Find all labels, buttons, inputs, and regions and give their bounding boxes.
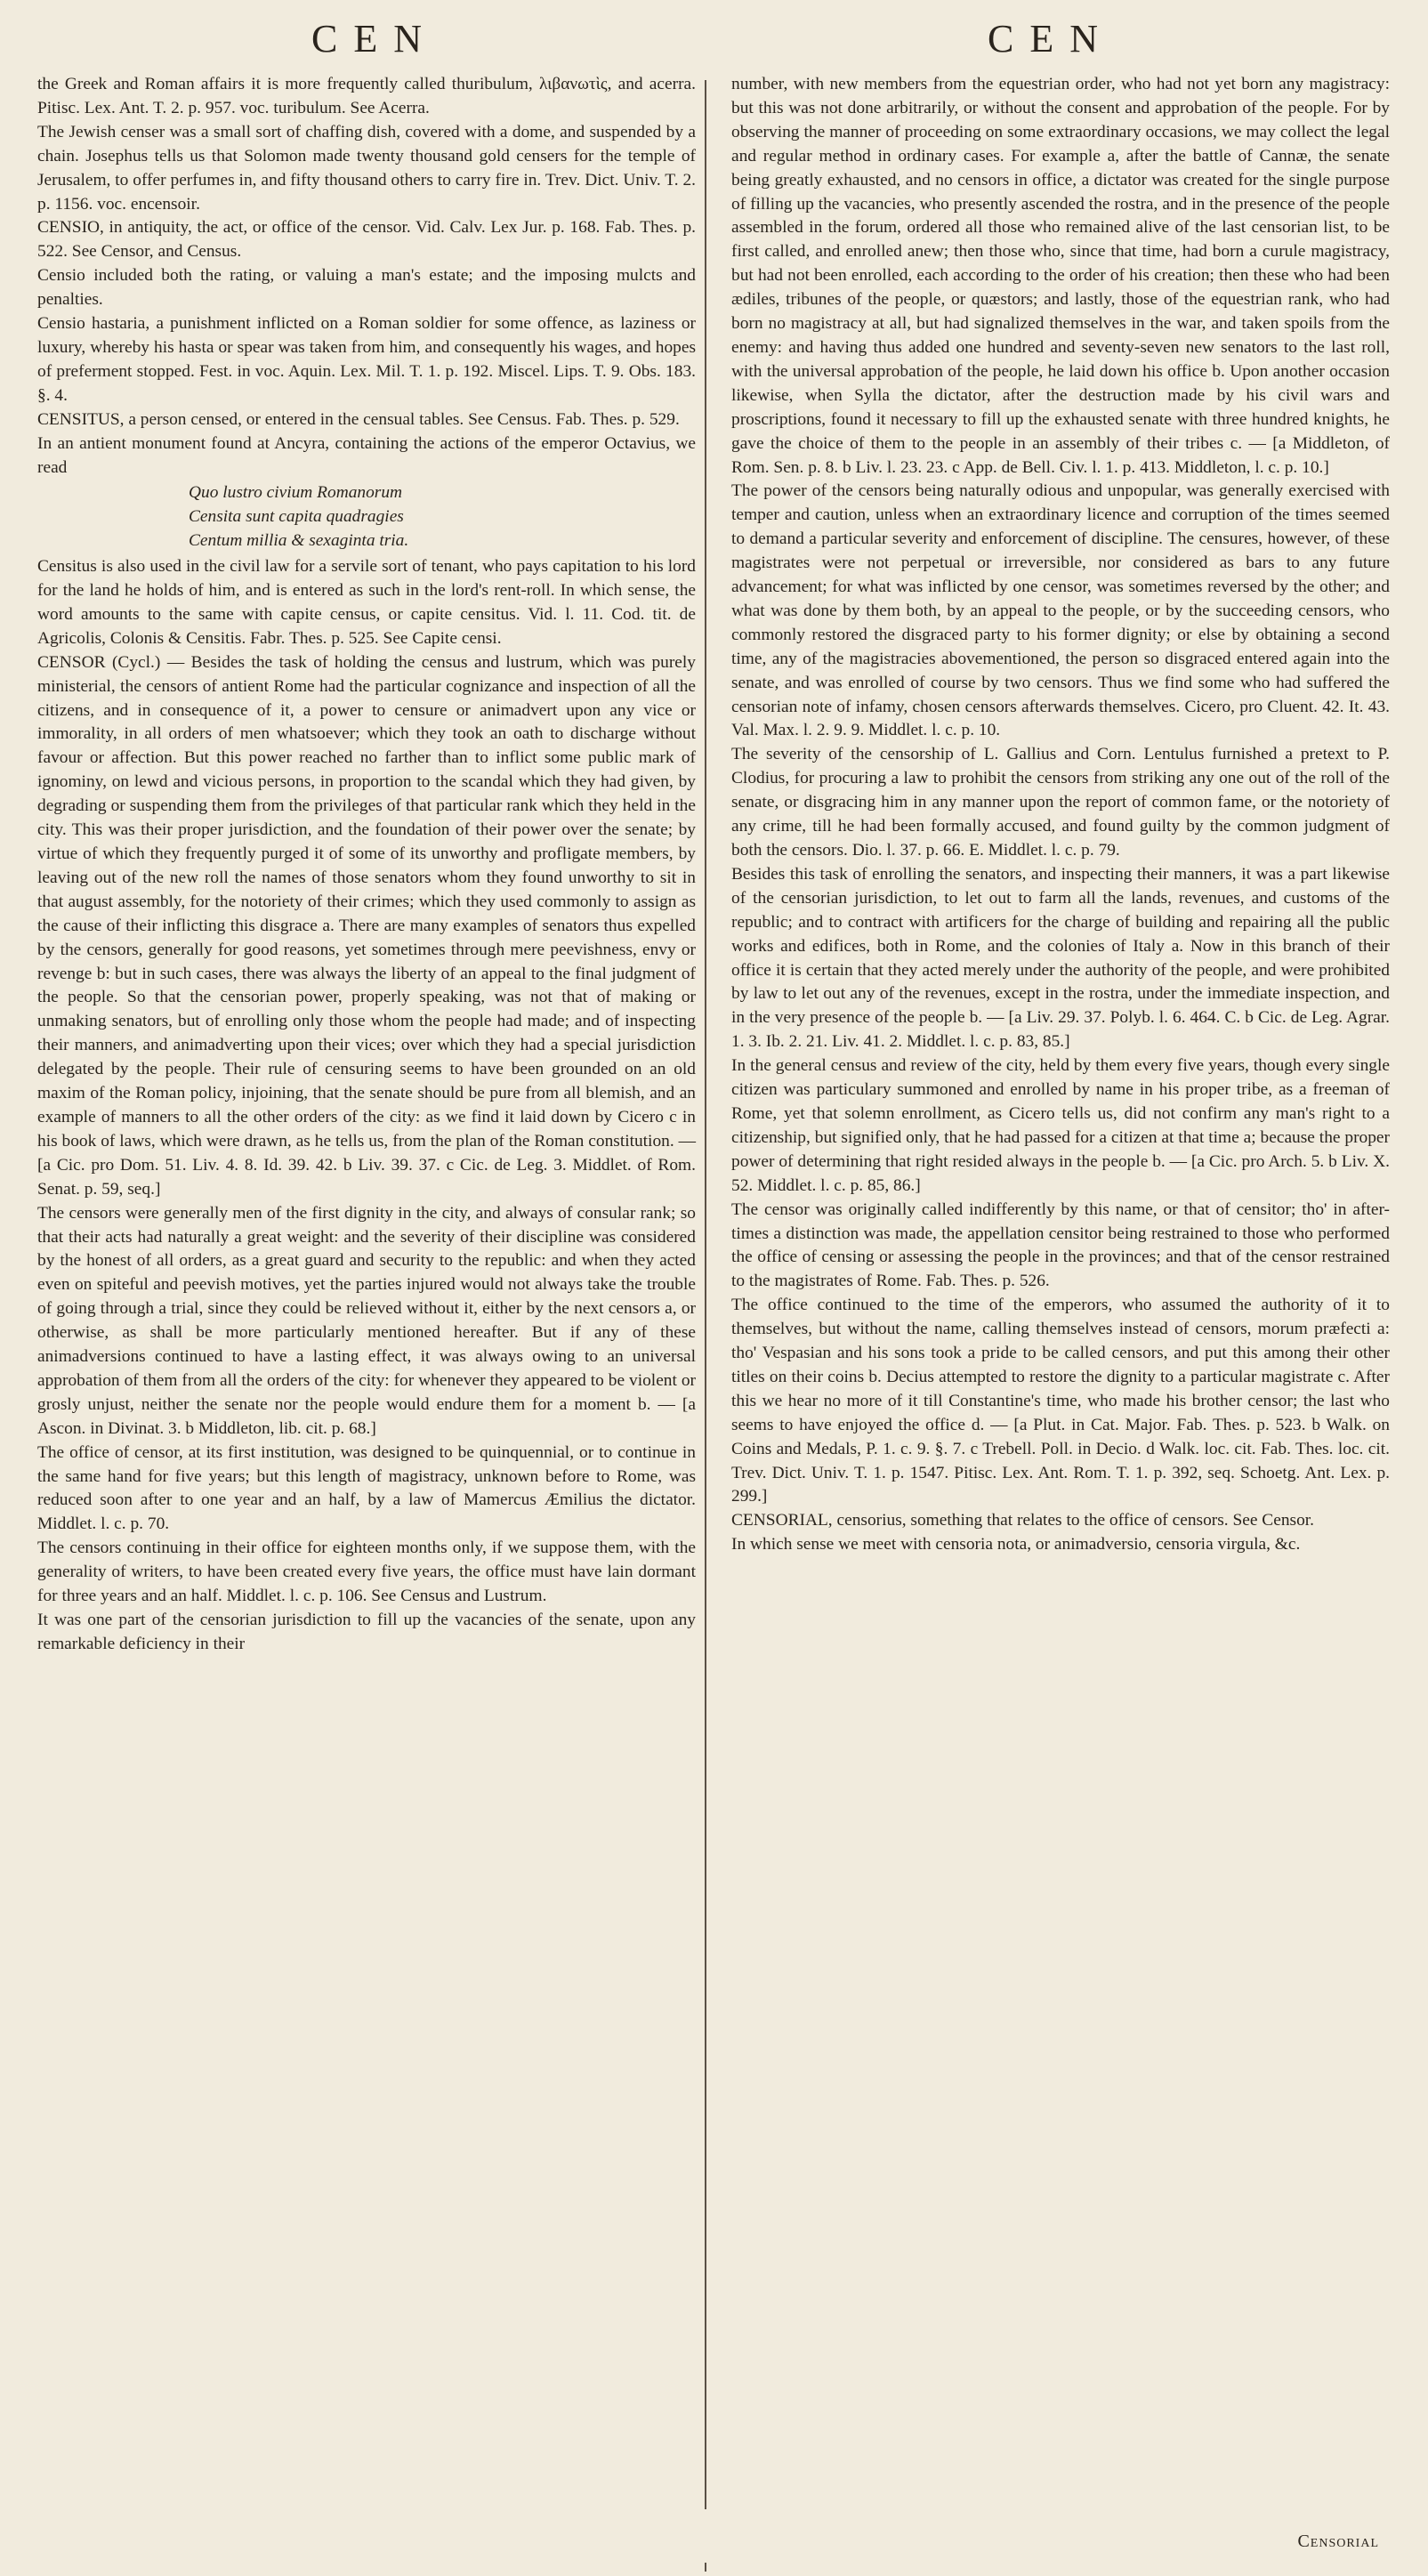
paragraph: In which sense we meet with censoria nota, or animadversio, censoria virgula, &c. [731,1535,1301,1554]
paragraph: The office of censor, at its first institution, was designed to be quinquennial, or to continue in the same hand for five years; but this length of magistracy, unknown before to Rome, was reduced soon after to one year and an half, by a law of Mamercus Æmilius the dictator. Middlet. l. c. p. 70. [37,1442,696,1534]
entry-censorial: CENSORIAL, censorius, something that relates to the office of censors. See Censor. [731,1511,1315,1530]
running-head-right: CEN [988,17,1114,61]
column-divider-rule [705,80,706,2509]
paragraph: The censors were generally men of the first dignity in the city, and always of consular rank; so that their acts had naturally a great weight: and the severity of their discipline was considered by the honest of all orders, as a great guard and security to the republic: and when they acted even on spiteful and peevish motives, yet the parties injured would not always take the trouble of going through a trial, since they could be relieved without it, either by the next censors a, or otherwise, as shall be more particularly mentioned hereafter. But if any of these animadversions continued to have a lasting effect, it was always owing to an universal approbation of them from all the orders of the city: for whenever they appeared to be violent or grosly unjust, neither the senate nor the people would endure them for a moment b. — [a Ascon. in Divinat. 3. b Middleton, lib. cit. p. 68.] [37,1203,696,1438]
paragraph: The severity of the censorship of L. Gallius and Corn. Lentulus furnished a pretext to P. Clodius, for procuring a law to prohibit the censors from striking any one out of the roll of the senate, or disgracing him in any manner upon the report of common fame, or the notoriety of any crime, till he had been formally accused, and found guilty by the common judgment of both the censors. Dio. l. 37. p. 66. E. Middlet. l. c. p. 79. [731,745,1390,860]
paragraph: Censitus is also used in the civil law for a servile sort of tenant, who pays capitation to his lord for the land he holds of him, and is entered as such in the lord's rent-roll. In which sense, the word amounts to the same with capite census, or capite censitus. Vid. l. 11. Cod. tit. de Agricolis, Colonis & Censitis. Fabr. Thes. p. 525. See Capite censi. [37,557,696,648]
verse-line: Centum millia & sexaginta tria. [189,531,409,551]
entry-censor: CENSOR (Cycl.) — Besides the task of holding the census and lustrum, which was purely ministerial, the censors of antient Rome had the particular cognizance and inspection of all the citizens, and in consequence of it, a power to censure or animadvert upon any vice or immorality, in all orders of men whatsoever; which they took an oath to discharge without favour or affection. But this power reached no farther than to inflict some public mark of ignominy, on lewd and vicious persons, in proportion to the scandal which they had given, by degrading or suspending them from the privileges of that particular rank which they held in the city. This was their proper jurisdiction, and the foundation of their power over the senate; by virtue of which they frequently purged it of some of its unworthy and profligate members, by leaving out of the new roll the names of those senators whom they found unworthy to sit in that august assembly, for the notoriety of their crimes; which they used commonly to assign as the cause of their inflicting this disgrace a. There are many examples of senators thus expelled by the censors, generally for good reasons, yet sometimes through mere peevishness, envy or revenge b: but in such cases, there was always the liberty of an appeal to the final judgment of the people. So that the censorian power, properly speaking, was not that of making or unmaking senators, but of enrolling only those whom the people had made; and of inspecting their manners, and animadverting upon their vices; over which they had a special jurisdiction delegated by the people. Their rule of censuring seems to have been grounded on an old maxim of the Roman policy, injoining, that the senate should be pure from all blemish, and an example of manners to all the other orders of the city: as we find it laid down by Cicero c in his book of laws, which were drawn, as he tells us, from the plan of the Roman constitution. — [a Cic. pro Dom. 51. Liv. 4. 8. Id. 39. 42. b Liv. 39. 37. c Cic. de Leg. 3. Middlet. of Rom. Senat. p. 59, seq.] [37,652,696,1199]
running-head-left: CEN [311,17,438,61]
entry-censitus: CENSITUS, a person censed, or entered in the censual tables. See Census. Fab. Thes. p. 529. [37,409,680,429]
entry-censio: CENSIO, in antiquity, the act, or office of the censor. Vid. Calv. Lex Jur. p. 168. Fab. Thes. p. 522. See Censor, and Census. [37,218,696,262]
paragraph: The power of the censors being naturally odious and unpopular, was generally exercised with temper and caution, unless when an extraordinary licence and corruption of the times seemed to demand a particular severity and enforcement of discipline. The censures, however, of these magistrates were not perpetual or irreversible, nor considered as bars to any future advancement; for what was inflicted by one censor, was sometimes reversed by the other; and what was done by them both, by an appeal to the people, or by the succeeding censors, who commonly restored the disgraced party to his former dignity; or else by obtaining a second time, any of the magistracies abovementioned, the person so disgraced entered again into the senate, and was enrolled of course by two censors. Thus we find some who had suffered the censorian note of infamy, chosen censors afterwards themselves. Cicero, pro Cluent. 42. It. 43. Val. Max. l. 2. 9. 9. Middlet. l. c. p. 10. [731,481,1390,740]
paragraph: the Greek and Roman affairs it is more frequently called thuribulum, λιβανωτὶς, and acerra. Pitisc. Lex. Ant. T. 2. p. 957. voc. turibulum. See Acerra. [37,75,696,117]
right-column [731,73,1390,1557]
paragraph: The censor was originally called indifferently by this name, or that of censitor; tho' in after-times a distinction was made, the appellation censitor being restrained to those who performed the office of censing or assessing the people in the provinces; and that of the censor restrained to the magistrates of Rome. Fab. Thes. p. 526. [731,1199,1390,1291]
paragraph: Censio included both the rating, or valuing a man's estate; and the imposing mulcts and penalties. [37,266,696,310]
left-column [37,73,696,1657]
paragraph: It was one part of the censorian jurisdiction to fill up the vacancies of the senate, upon any remarkable deficiency in their [37,1611,696,1653]
paragraph: number, with new members from the equestrian order, who had not yet born any magistracy: but this was not done arbitrarily, or without the consent and approbation of the people. For by observing the manner of proceeding on some extraordinary occasions, we may collect the legal and regular method in ordinary cases. For example a, after the battle of Cannæ, the senate being greatly exhausted, and no censors in office, a dictator was created for the single purpose of filling up the vacancies, who presently ascended the rostra, and in the presence of the people assembled in the forum, ordered all those who remained alive of the last censorian list, to be first called, and enrolled anew; then those who, since that time, had born a curule magistracy, but had not been enrolled, each according to the order of his creation; then these who had been ædiles, tribunes of the people, or quæstors; and lastly, those of the equestrian rank, who had born no magistracy at all, but had signalized themselves in the war, and taken spoils from the enemy: and having thus added one hundred and seventy-seven new senators to the last roll, with the universal approbation of the people, he laid down his office b. Upon another occasion likewise, when Sylla the dictator, after the destruction made by his civil wars and proscriptions, found it necessary to fill up the exhausted senate with three hundred knights, he gave the choice of them to the people in an assembly of their tribes c. — [a Middleton, of Rom. Sen. p. 8. b Liv. l. 23. 23. c App. de Bell. Civ. l. 1. p. 413. Middleton, l. c. p. 10.] [731,75,1390,477]
entry-censio-hastaria: Censio hastaria, a punishment inflicted on a Roman soldier for some offence, as laziness or luxury, whereby his hasta or spear was taken from him, and consequently his wages, and hopes of preferment stopped. Fest. in voc. Aquin. Lex. Mil. T. 1. p. 192. Miscel. Lips. T. 9. Obs. 183. §. 4. [37,314,696,405]
paragraph: Besides this task of enrolling the senators, and inspecting their manners, it was a part likewise of the censorian jurisdiction, to let out to farm all the lands, revenues, and customs of the republic; and to contract with artificers for the charge of building and repairing all the public works and edifices, both in Rome, and the colonies of Italy a. Now in this branch of their office it is certain that they acted merely under the authority of the people, and were prohibited by law to let out any of the revenues, except in the rostra, under the immediate inspection, and in the very presence of the people b. — [a Liv. 29. 37. Polyb. l. 6. 464. C. b Cic. de Leg. Agrar. 1. 3. Ib. 2. 21. Liv. 41. 2. Middlet. l. c. p. 83, 85.] [731,864,1390,1052]
paragraph: The censors continuing in their office for eighteen months only, if we suppose them, with the generality of writers, to have been created every five years, the office must have lain dormant for three years and an half. Middlet. l. c. p. 106. See Census and Lustrum. [37,1538,696,1606]
paragraph: The office continued to the time of the emperors, who assumed the authority of it to themselves, but without the name, calling themselves instead of censors, morum præfecti a: tho' Vespasian and his sons took a pride to be called censors, and put this among their other titles on their coins b. Decius attempted to restore the dignity to a particular magistrate c. After this we hear no more of it till Constantine's time, who made his brother censor; the last who seems to have enjoyed the office d. — [a Plut. in Cat. Major. Fab. Thes. p. 523. b Walk. on Coins and Medals, P. 1. c. 9. §. 7. c Trebell. Poll. in Decio. d Walk. loc. cit. Fab. Thes. loc. cit. Trev. Dict. Univ. T. 1. p. 1547. Pitisc. Lex. Ant. Rom. T. 1. p. 392, seq. Schoetg. Ant. Lex. p. 299.] [731,1296,1390,1506]
catchword: Censorial [1297,2532,1379,2551]
paragraph: The Jewish censer was a small sort of chaffing dish, covered with a dome, and suspended by a chain. Josephus tells us that Solomon made twenty thousand gold censers for the temple of Jerusalem, to offer perfumes in, and fifty thousand others to carry fire in. Trev. Dict. Univ. T. 2. p. 1156. voc. encensoir. [37,122,696,214]
page-tick-mark [705,2563,706,2572]
paragraph: In the general census and review of the city, held by them every five years, though every single citizen was particulary summoned and enrolled by name in his proper tribe, as a freeman of Rome, yet that solemn enrollment, as Cicero tells us, did not confirm any man's right to a citizenship, but signified only, that he had passed for a citizen at that time a; because the proper power of determining that right resided always in the people b. — [a Cic. pro Arch. 5. b Liv. X. 52. Middlet. l. c. p. 85, 86.] [731,1056,1390,1195]
verse-line: Quo lustro civium Romanorum [189,483,403,503]
latin-verse-quotation [189,481,696,553]
paragraph: In an antient monument found at Ancyra, containing the actions of the emperor Octavius, we read [37,433,696,477]
verse-line: Censita sunt capita quadragies [189,507,404,527]
